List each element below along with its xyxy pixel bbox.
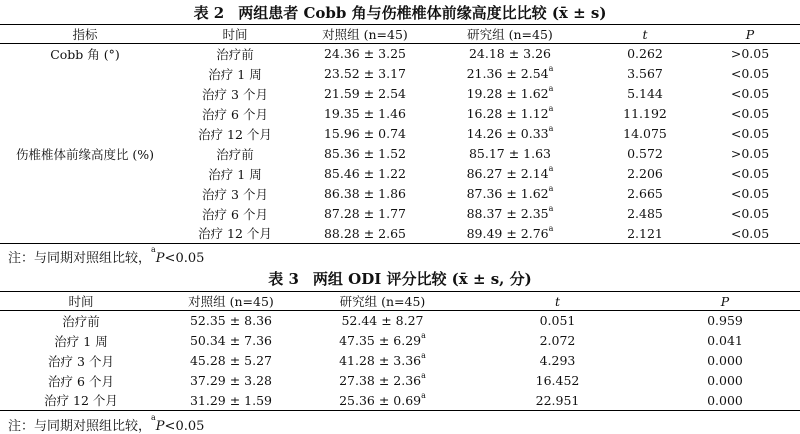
table2-study	[430, 124, 590, 144]
table3-study-value: 41.28 ± 3.36	[339, 353, 422, 368]
table2-indicator-empty	[0, 64, 170, 84]
table2-study-sup: a	[548, 164, 554, 173]
table2-control: 86.38 ± 1.86	[323, 186, 407, 201]
table2-t: 11.192	[623, 106, 667, 121]
table2-p: >0.05	[730, 46, 770, 62]
table3-note-sup: a	[151, 413, 156, 422]
table2-t: 2.121	[590, 224, 700, 244]
table2-note-sup: a	[151, 245, 156, 254]
table3-t: 4.293	[539, 353, 576, 368]
table2-control: 15.96 ± 0.74	[323, 126, 407, 141]
table2-control: 23.52 ± 3.17	[323, 66, 407, 81]
table3-row	[0, 371, 800, 391]
table3-row	[0, 351, 800, 371]
table2-study	[430, 204, 590, 224]
table2-control: 87.28 ± 1.77	[323, 206, 407, 221]
table3-t: 0.051	[539, 313, 576, 329]
table2-note-prefix: 注：与同期对照组比较，	[8, 251, 152, 266]
table2-study-value: 89.49 ± 2.76	[466, 225, 549, 241]
table3-note-p: P	[155, 419, 165, 434]
table2-body	[0, 44, 800, 244]
table3-p: 0.000	[707, 353, 743, 368]
table2-time: 治疗 3 个月	[202, 186, 268, 202]
table2-row	[0, 144, 800, 164]
table3-note-prefix: 注：与同期对照组比较，	[8, 419, 152, 434]
table3-study	[300, 331, 465, 351]
table3-note-rest: <0.05	[164, 419, 205, 434]
table3-study-value: 27.38 ± 2.36	[339, 373, 422, 388]
table3-row	[0, 331, 800, 351]
table3-control: 50.34 ± 7.36	[189, 333, 273, 348]
table2-caption	[0, 2, 800, 23]
table2-row	[0, 164, 800, 184]
table2-row	[0, 184, 800, 204]
table3-study	[300, 351, 465, 371]
table2-t: 2.485	[627, 206, 663, 221]
table2-header-study: 研究组 (n=45)	[430, 25, 590, 44]
table3-note	[8, 415, 204, 434]
table2-number: 表 2	[193, 4, 225, 22]
table2-p: >0.05	[730, 146, 770, 161]
table3-header-time: 时间	[0, 292, 162, 311]
table2-header-t: t	[590, 25, 700, 44]
table2-indicator-empty	[0, 224, 170, 244]
table3-study-value: 25.36 ± 0.69	[339, 392, 422, 408]
table2-indicator-empty	[0, 204, 170, 224]
table2-study-value: 14.26 ± 0.33	[466, 126, 549, 141]
table2-row	[0, 104, 800, 124]
table2-control: 19.35 ± 1.46	[323, 106, 407, 121]
table3-time: 治疗 3 个月	[48, 353, 114, 369]
table2-row	[0, 44, 800, 64]
table2-t: 0.262	[627, 46, 663, 62]
table3-time: 治疗前	[62, 313, 100, 329]
table2-indicator-empty	[0, 164, 170, 184]
table2-note	[8, 247, 204, 266]
table2-indicator-empty	[0, 84, 170, 104]
table2-p: <0.05	[730, 106, 770, 121]
table2-p: <0.05	[700, 224, 800, 244]
table3-header-study: 研究组 (n=45)	[300, 292, 465, 311]
table3-row	[0, 311, 800, 331]
table2-header-control: 对照组 (n=45)	[300, 25, 430, 44]
table3-number: 表 3	[268, 270, 299, 288]
table3-t: 16.452	[535, 373, 580, 388]
table3-time: 治疗 12 个月	[0, 391, 162, 411]
table2-study-value: 86.27 ± 2.14	[466, 166, 549, 181]
table2-indicator: Cobb 角 (°)	[50, 46, 120, 62]
table2-study-value: 21.36 ± 2.54	[466, 66, 549, 81]
table2-study	[430, 164, 590, 184]
table2-p: <0.05	[730, 66, 770, 81]
table2-p: <0.05	[730, 166, 770, 181]
table2-indicator: 伤椎椎体前缘高度比 (%)	[15, 146, 155, 162]
table2-control: 88.28 ± 2.65	[300, 224, 430, 244]
table2-time: 治疗 1 周	[208, 66, 262, 82]
table2-note-p: P	[155, 251, 165, 266]
table2-study-sup: a	[548, 124, 554, 133]
table3-study-sup: a	[421, 371, 426, 380]
table2-time: 治疗 12 个月	[198, 126, 272, 142]
table2-time: 治疗 3 个月	[202, 86, 268, 102]
table3-title: 两组 ODI 评分比较 (x̄ ± s, 分)	[312, 270, 532, 288]
table2-study	[430, 144, 590, 164]
table3-body	[0, 311, 800, 411]
table2-title: 两组患者 Cobb 角与伤椎椎体前缘高度比比较 (x̄ ± s)	[238, 4, 607, 22]
table2-study-value: 16.28 ± 1.12	[466, 106, 549, 121]
table2-row	[0, 204, 800, 224]
table2-study	[430, 84, 590, 104]
table2-study-sup: a	[548, 84, 554, 93]
table2-control: 85.36 ± 1.52	[323, 146, 407, 161]
table2-time: 治疗 12 个月	[170, 224, 300, 244]
table2-p: <0.05	[730, 126, 770, 141]
table2-study-sup: a	[548, 104, 554, 113]
table3-p: 0.000	[707, 373, 743, 388]
table2-control: 24.36 ± 3.25	[323, 46, 407, 62]
table2-study-sup: a	[548, 204, 554, 213]
table2-time: 治疗 1 周	[208, 166, 262, 182]
table2-study	[430, 224, 590, 244]
table2-time: 治疗 6 个月	[202, 206, 268, 222]
table3-control: 31.29 ± 1.59	[162, 391, 300, 411]
table2-row	[0, 84, 800, 104]
table2-indicator-empty	[0, 184, 170, 204]
table2-t: 14.075	[623, 126, 667, 141]
table2-study-sup: a	[548, 64, 554, 73]
table3-time: 治疗 1 周	[54, 333, 108, 349]
table2-header-time: 时间	[170, 25, 300, 44]
table3-header-control: 对照组 (n=45)	[162, 292, 300, 311]
table2-study-value: 88.37 ± 2.35	[466, 206, 549, 221]
table3-header-p: P	[650, 292, 800, 311]
table3-header-t: t	[465, 292, 650, 311]
table2-t: 2.665	[627, 186, 663, 201]
table3-header-row	[0, 292, 800, 311]
table3-study-value: 47.35 ± 6.29	[339, 333, 422, 348]
table2-t: 2.206	[627, 166, 663, 181]
table2-indicator-empty	[0, 124, 170, 144]
table2-study-sup: a	[548, 184, 554, 193]
table3-study-value: 52.44 ± 8.27	[341, 313, 424, 329]
table2-control: 85.46 ± 1.22	[323, 166, 407, 181]
table3-study-sup: a	[421, 331, 426, 340]
table2-study-sup: a	[548, 223, 554, 233]
table2-t: 3.567	[627, 66, 663, 81]
table3-control: 52.35 ± 8.36	[189, 313, 273, 329]
table2-study-value: 87.36 ± 1.62	[466, 186, 549, 201]
table2-note-rest: <0.05	[164, 251, 205, 266]
table3-study	[300, 391, 465, 411]
table3-study	[300, 371, 465, 391]
table2-indicator-empty	[0, 104, 170, 124]
table2	[0, 24, 800, 244]
table2-study	[430, 44, 590, 64]
table2-t: 0.572	[627, 146, 663, 161]
table2-study-value: 19.28 ± 1.62	[466, 86, 549, 101]
table2-control: 21.59 ± 2.54	[323, 86, 407, 101]
table3-t: 2.072	[539, 333, 576, 348]
table2-p: <0.05	[730, 86, 770, 101]
table3-p: 0.000	[650, 391, 800, 411]
table2-study	[430, 104, 590, 124]
table2-row	[0, 124, 800, 144]
table2-time: 治疗 6 个月	[202, 106, 268, 122]
table3-study-sup: a	[421, 351, 426, 360]
table3-t: 22.951	[465, 391, 650, 411]
table2-time: 治疗前	[216, 146, 254, 162]
table2-time: 治疗前	[216, 46, 254, 62]
table2-header-row	[0, 25, 800, 44]
table3-time: 治疗 6 个月	[48, 373, 114, 389]
table3-control: 45.28 ± 5.27	[189, 353, 273, 368]
table3-study	[300, 311, 465, 331]
table2-p: <0.05	[730, 206, 770, 221]
table2-t: 5.144	[627, 86, 663, 101]
table2-study	[430, 64, 590, 84]
table2-study	[430, 184, 590, 204]
table3-study-sup: a	[421, 390, 426, 400]
table3-p: 0.041	[707, 333, 743, 348]
table2-study-value: 85.17 ± 1.63	[468, 146, 552, 161]
table3-control: 37.29 ± 3.28	[189, 373, 273, 388]
table2-header-indicator: 指标	[0, 25, 170, 44]
table3-p: 0.959	[707, 313, 743, 329]
table3-caption	[0, 268, 800, 289]
table2-row	[0, 64, 800, 84]
table2-header-p: P	[700, 25, 800, 44]
table2-row	[0, 224, 800, 244]
table3	[0, 291, 800, 411]
table2-p: <0.05	[730, 186, 770, 201]
table3-row	[0, 391, 800, 411]
table2-study-value: 24.18 ± 3.26	[468, 46, 552, 62]
